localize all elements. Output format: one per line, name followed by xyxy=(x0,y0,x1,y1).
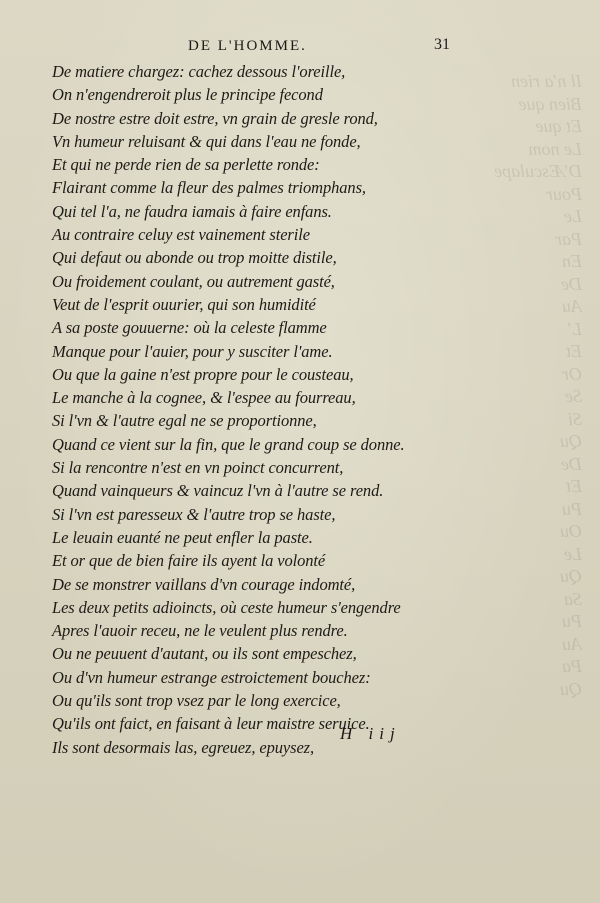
verse-line: Ils sont desormais las, egreuez, epuysez, xyxy=(52,737,315,757)
verse-line: Apres l'auoir receu, ne le veulent plus rendre. xyxy=(52,621,348,641)
verse-line: Le manche à la cognee, & l'espee au fourreau, xyxy=(52,388,356,408)
page-header xyxy=(0,32,600,58)
verse-line: Ou que la gaine n'est propre pour le cousteau, xyxy=(52,364,354,384)
verse-line: Ou d'vn humeur estrange estroictement bouchez: xyxy=(52,667,371,687)
verse-line: Qui defaut ou abonde ou trop moitte distile, xyxy=(52,248,337,268)
running-head: DE L'HOMME. xyxy=(188,38,307,54)
verse-text xyxy=(52,60,452,759)
verse-line: Quand ce vient sur la fin, que le grand coup se donne. xyxy=(52,434,405,454)
verse-line: Le leuain euanté ne peut enfler la paste. xyxy=(52,527,313,547)
verse-line: Ou qu'ils sont trop vsez par le long exercice, xyxy=(52,691,341,711)
verse-line: Ou froidement coulant, ou autrement gasté, xyxy=(52,271,335,291)
verse-line: Et qui ne perde rien de sa perlette ronde: xyxy=(52,155,320,175)
verse-line: Ou ne peuuent d'autant, ou ils sont empeschez, xyxy=(52,644,357,664)
page-number: 31 xyxy=(434,36,450,53)
verse-line: On n'engendreroit plus le principe fecond xyxy=(52,85,323,105)
verse-line: Si la rencontre n'est en vn poinct concurrent, xyxy=(52,458,344,478)
verse-line: De se monstrer vaillans d'vn courage indomté, xyxy=(52,574,356,594)
show-through-texture: Il n'a rien Bien que Et que Le nom D'Æsculape Pour Le Par En De Au L' Et Or Se Si Qu De Et Pu Ou Le Qu Sa Pu Au Pa Qu xyxy=(494,71,582,699)
verse-line: De matiere chargez: cachez dessous l'oreille, xyxy=(52,62,346,81)
verse-line: Flairant comme la fleur des palmes triomphans, xyxy=(52,178,366,198)
verse-line: A sa poste gouuerne: où la celeste flamme xyxy=(52,318,327,338)
verse-line: Veut de l'esprit ouurier, qui son humidité xyxy=(52,294,316,314)
verse-line: Les deux petits adioincts, où ceste humeur s'engendre xyxy=(52,597,401,617)
verse-line: Qui tel l'a, ne faudra iamais à faire enfans. xyxy=(52,201,332,221)
signature-mark: H iij xyxy=(340,724,401,743)
verse-line: Manque pour l'auier, pour y susciter l'ame. xyxy=(52,341,333,361)
verse-line: Si l'vn & l'autre egal ne se proportionne, xyxy=(52,411,317,431)
verse-line: Quand vainqueurs & vaincuz l'vn à l'autre se rend. xyxy=(52,481,384,501)
verse-line: Vn humeur reluisant & qui dans l'eau ne fonde, xyxy=(52,131,361,151)
verse-line: Au contraire celuy est vainement sterile xyxy=(52,225,310,245)
verse-line: Si l'vn est paresseux & l'autre trop se haste, xyxy=(52,504,336,524)
verse-line: Qu'ils ont faict, en faisant à leur maistre seruice. xyxy=(52,714,370,734)
verse-line: Et or que de bien faire ils ayent la volonté xyxy=(52,551,326,571)
verse-line: De nostre estre doit estre, vn grain de gresle rond, xyxy=(52,108,378,128)
